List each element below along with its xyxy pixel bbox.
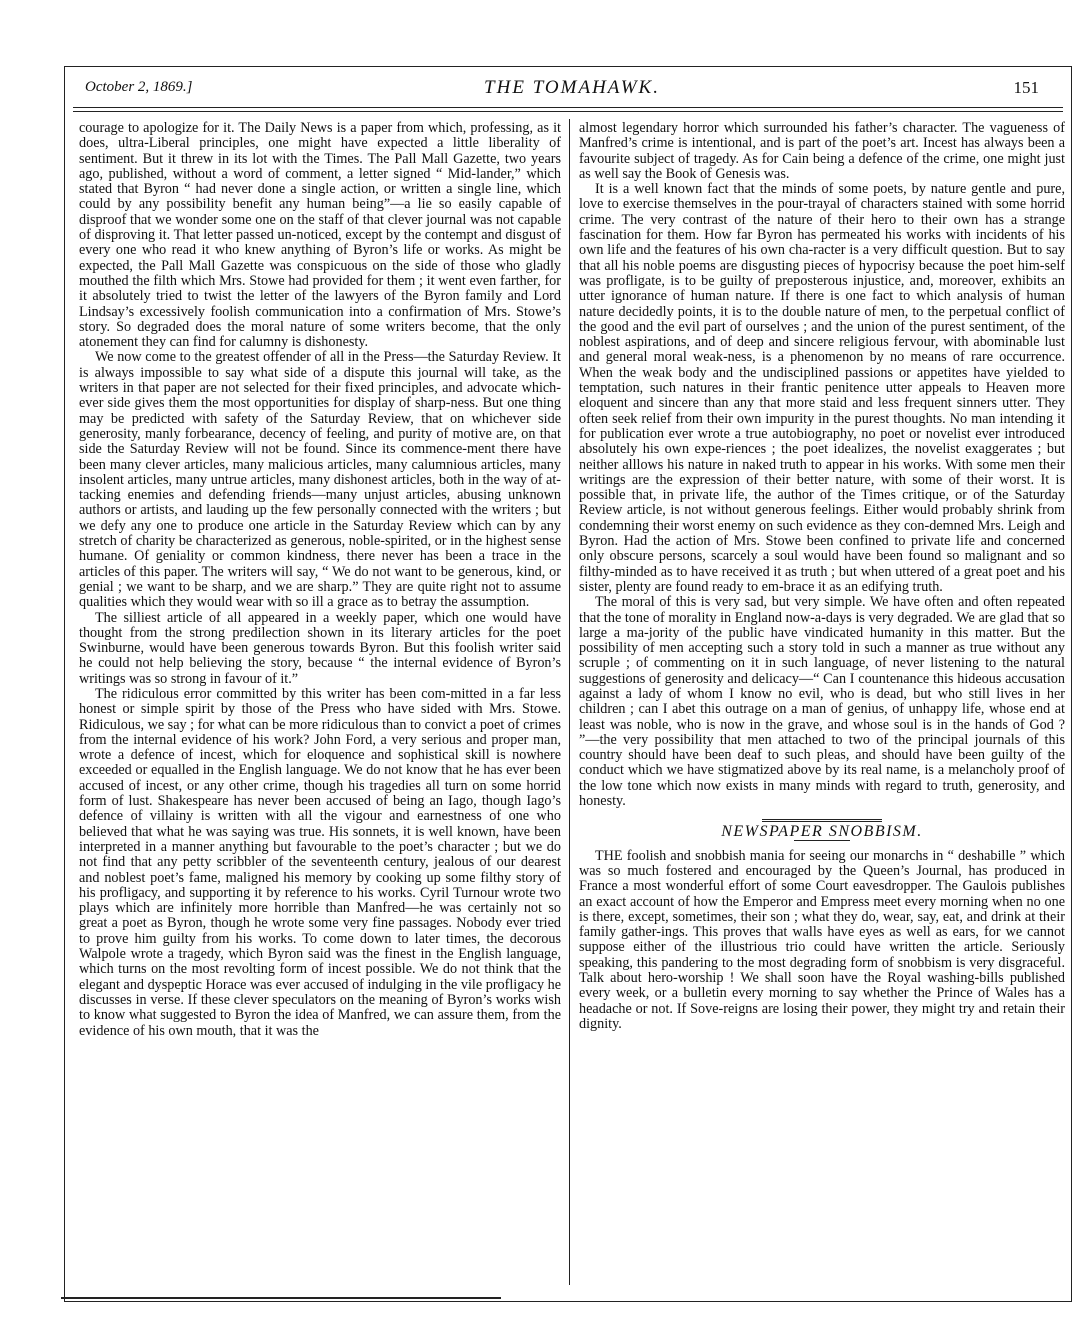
paragraph: almost legendary horror which surrounded his father’s character. The vagueness of Manfred’s crime is intentional, and is part of the poet’s art. Incest has always been a favourite subject of tragedy. As for Cain being a defence of the crime, one might just as well say the Book of Genesis was.	[579, 120, 1065, 182]
paragraph: courage to apologize for it. The Daily News is a paper from which, professing, as it does, ultra-Liberal principles, one might have expected a little liberality of sentiment. But it threw in its lot with the Times. The Pall Mall Gazette, two years ago, published, without a word of comment, a letter signed “ Mid-lander,” which stated that Byron “ had never done a single action, or written a single line, which could by any possibility benefit any human being”—a lie so easily capable of disproof that we wonder some one on the staff of that clever journal was not capable of disproving it. That letter passed un-noticed, except by the contempt and disgust of every one who read it who knew anything of Byron’s life or works. As might be expected, the Pall Mall Gazette was conspicuous on the side of those who gladly mouthed the filth which Mrs. Stowe had provided for them ; it went even farther, for it absolutely tried to twist the letter of the lawyers of the Byron family and Lord Lindsay’s excessively foolish communication into a confirmation of Mrs. Stowe’s story. So degraded does the moral nature of some writers become, that the only atonement they can find for calumny is dishonesty.	[79, 120, 561, 351]
newspaper-page	[64, 66, 1072, 1302]
paragraph: THE foolish and snobbish mania for seeing our monarchs in “ deshabille ” which was so much fostered and encouraged by the Queen’s Journal, has produced in France a most wonderful effort of some Court eavesdropper. The Gaulois publishes an exact account of how the Emperor and Empress meet every morning when no one is there, except, sometimes, their son ; what they do, wear, say, eat, and drink at their family gather-ings. This proves that walls have eyes as well as ears, for we cannot suppose either of the illustrious trio could have written the article. Seriously speaking, this pandering to the most degrading form of snobbism is very disgraceful. Talk about hero-worship ! We shall soon have the Royal washing-bills published every week, or a bulletin every morning to say whether the Prince of Wales has a headache or not. If Sove-reigns are losing their power, they might try and retain their dignity.	[579, 847, 1065, 1032]
right-column	[579, 121, 1065, 1032]
paragraph: We now come to the greatest offender of all in the Press—the Saturday Review. It is always impossible to say what side of a dispute this journal will take, as the writers in that paper are not selected for their fixed principles, and advocate which-ever side gives them the most opportunities for display of sharp-ness. But one thing may be predicted with safety of the Saturday Review, that on whichever side generosity, manly forbearance, decency of feeling, and purity of motive are, on that side the Saturday Review will not be found. Since its commence-ment there have been many clever articles, many malicious articles, many calumnious articles, many insolent articles, many untrue articles, many dishonest articles, both in the way of at-tacking enemies and defending friends—many unjust articles, abusing unknown authors or artists, and lauding up the few personally connected with the writers ; but we defy any one to produce one article in the Saturday Review which can by any stretch of charity be characterized as generous, noble-spirited, or in the highest sense humane. Of geniality or common kindness, there never has been a trace in the articles of this paper. The writers will say, “ We do not want to be generous, kind, or genial ; we want to be sharp, and we are sharp.” They are quite right not to assume qualities which they would wear with so ill a grace as to betray the assumption.	[79, 349, 561, 611]
issue-date: October 2, 1869.]	[85, 79, 193, 95]
paragraph: It is a well known fact that the minds of some poets, by nature gentle and pure, love to exercise themselves in the pour-trayal of characters stained with some horrid crime. The very contrast of the nature of their hero to their own has a strange fascination for them. How far Byron has permeated his works with incidents of his own life and the features of his own cha-racter is a very difficult question. But to say that all his noble poems are disgusting pieces of hypocrisy because the poet him-self was profligate, is to be guilty of preposterous injustice, and, moreover, exhibits an utter ignorance of human nature. If there is one fact to which analysis of human nature decidedly points, it is to the double nature of men, to the perpetual conflict of the good and the evil part of ourselves ; and the union of the purest sentiment, of the noblest aspirations, and of deep and sincere religious fervour, with abominable lust and general moral weak-ness, is a phenomenon by no means of rare occurrence. When the weak body and the undisciplined passions or appetites have yielded to temptation, such natures in their frantic penitence utter appeals to Heaven more eloquent and sincere than any that more staid and less frequent sinners utter. They often seek relief from their own impurity in the purest thoughts. No man intending it for publication ever wrote a true autobiography, no poet or novelist ever introduced absolutely his own expe-riences ; the poet idealizes, the novelist exaggerates ; but neither alllows his nature in naked truth to appear in his works. With some men their writings are the expression of their better nature, with some of their worst. It is possible that, in private life, the author of the Times critique, or of the Saturday Review article, is not without generous feelings. Either would probably shrink from condemning their worst enemy on such evidence as they con-demned Mrs. Leigh and Byron. Had the action of Mrs. Stowe been confined to private life and concerned only obscure persons, scarcely a soul would have been found so malignant and so filthy-minded as to have received it as truth ; but when uttered of a great poet and his sister, plenty are found ready to em-brace it as an edifying truth.	[579, 181, 1065, 595]
page-number: 151	[1013, 78, 1039, 97]
paragraph: The ridiculous error committed by this writer has been com-mitted in a far less honest or simple spirit by those of the Press who have sided with Mrs. Stowe. Ridiculous, we say ; for what can be more ridiculous than to convict a poet of crimes from the internal evidence of his work? John Ford, a very serious and proper man, wrote a defence of incest, which for eloquence and sophistical skill is nowhere exceeded or equalled in the English language. We do not know that he has ever been accused of incest, or any other crime, though his tragedies all turn on some horrid form of lust. Shakespeare has never been accused of being an Iago, though Iago’s defence of villainy is written with all the vigour and earnestness of one who believed that what he was saying was true. His sonnets, it is well known, have been interpreted in a manner anything but favourable to the poet’s character ; but we do not find that any petty scribbler of the seventeenth century, jealous of our dearest and noblest poet’s fame, maligned his memory by cooking up some filthy story of his profligacy, and supporting it by reference to his works. Cyril Turnour wrote two plays which are infinitely more horrible than Manfred—he was certainly not so great a poet as Byron, though he wrote some very fine passages. Nobody ever tried to prove him guilty from his works. To come down to later times, the decorous Walpole wrote a tragedy, which Byron said was the finest in the English language, which turns on the most revolting form of incest possible. We do not think that the elegant and dyspeptic Horace was ever accused of indulging in the vile profligacy he discusses in verse. If these clever speculators on the meaning of Byron’s works wish to know what suggested to Byron the idea of Manfred, we can assure them, from the evidence of his own mouth, that it was the	[79, 685, 561, 1039]
paragraph: The silliest article of all appeared in a weekly paper, which one would have thought from the strong predilection shown in its literary articles for the poet Swinburne, would have been generous towards Byron. But this foolish writer said he could not help believing the story, because “ the internal evidence of Byron’s writings was so strong in favour of it.”	[79, 609, 561, 687]
footer-rule	[61, 1297, 501, 1299]
column-divider	[569, 119, 570, 1285]
section-title: NEWSPAPER SNOBBISM.	[721, 823, 923, 841]
header-rule-secondary	[73, 111, 1063, 112]
header-rule	[73, 107, 1063, 108]
paragraph: The moral of this is very sad, but very simple. We have often and often repeated that the tone of morality in England now-a-days is very degraded. We are glad that so large a ma-jority of the public have vindicated humanity in this matter. But the possibility of men accepting such a story told in such a manner as true without any scruple ; of commenting on it in such language, of never listening to the natural suggestions of generosity and delicacy—“ Can I countenance this hideous accusation against a lady of whom I know no evil, who is dead, but who still lives in her children ; can I abet this outrage on a man of genius, of unhappy life, whose end at least was noble, who is now in the grave, and whose soul is in the hands of God ? ”—the very possibility that men attached to two of the principal journals of this country should have been deaf to such pleas, and should have been guilty of the conduct which we have stigmatized above by its real name, is a melancholy proof of the low tone which now exists in many minds with regard to truth, generosity, and honesty.	[579, 594, 1065, 810]
page-header	[83, 77, 1061, 101]
masthead-title: THE TOMAHAWK.	[484, 77, 660, 98]
left-column	[79, 121, 561, 1039]
